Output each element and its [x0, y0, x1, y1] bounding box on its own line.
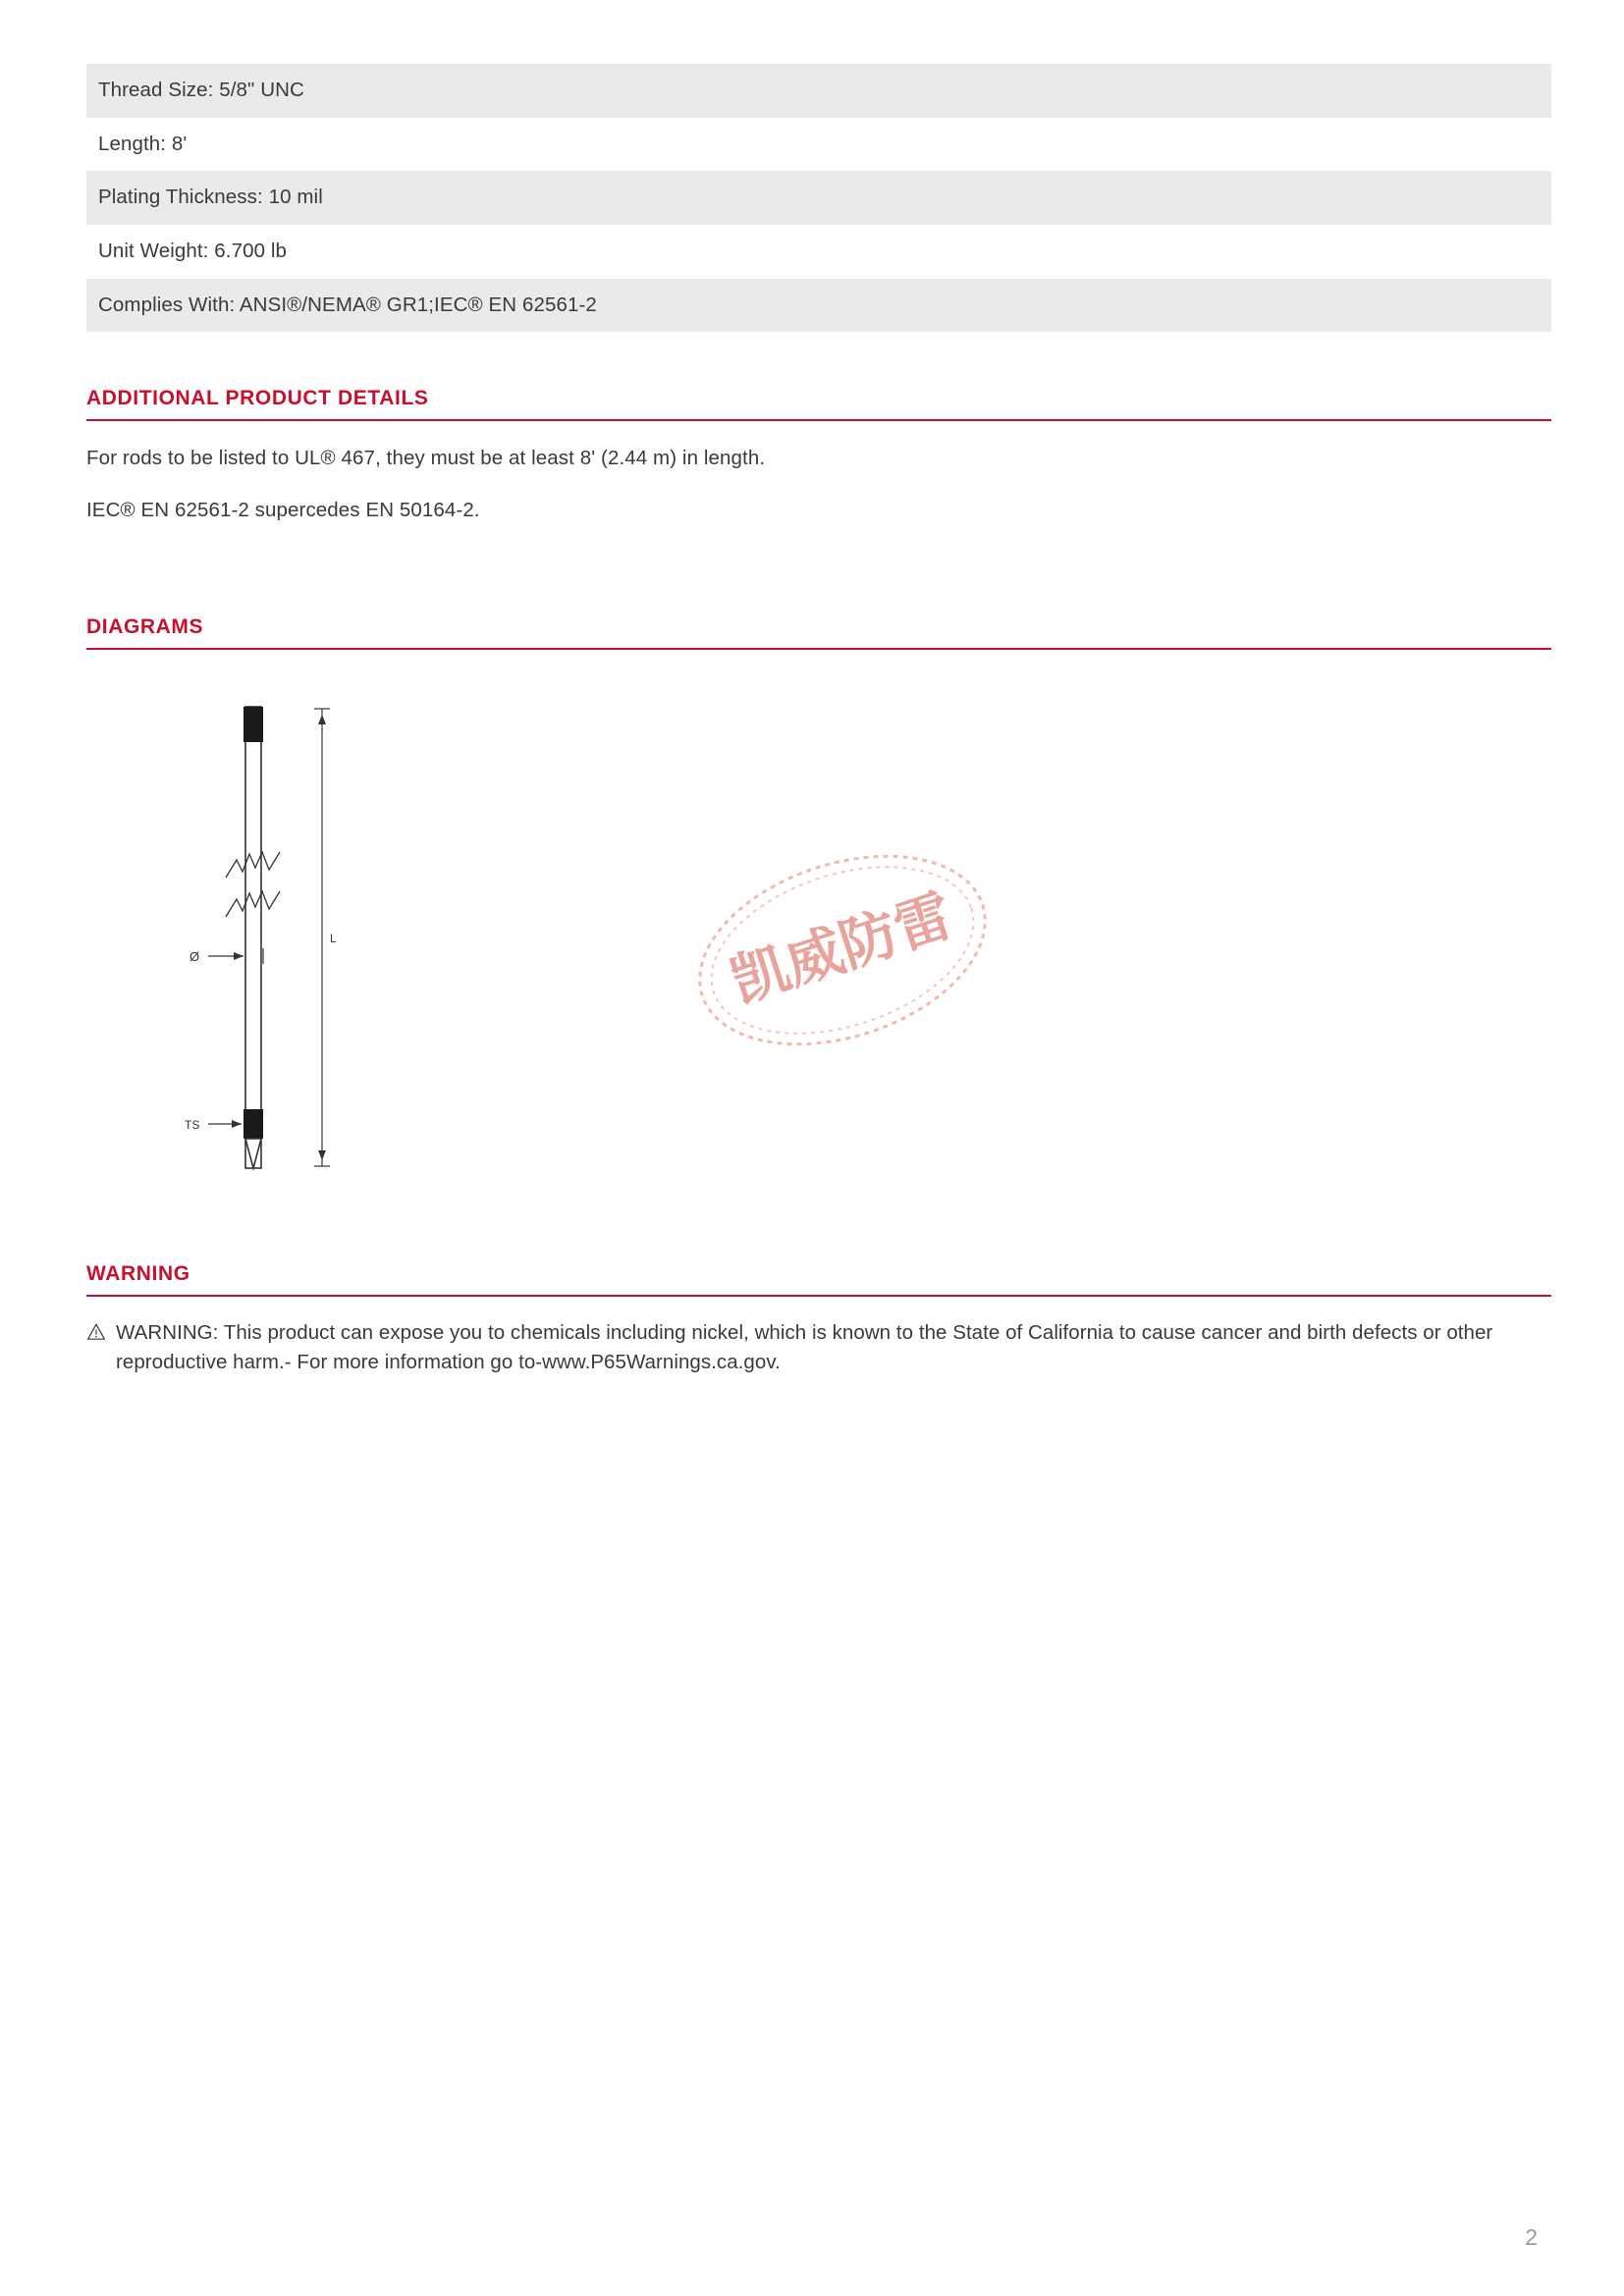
- diagrams-section: [86, 615, 1538, 1255]
- diagram-container: [86, 675, 1551, 1255]
- section-heading-additional-details: ADDITIONAL PRODUCT DETAILS: [86, 387, 1551, 421]
- spec-length: Length: 8': [86, 118, 1551, 172]
- diagram-label-diameter: Ø: [189, 948, 200, 964]
- diagram-label-length: L: [330, 931, 337, 945]
- specifications-table: [86, 64, 1551, 332]
- warning-section: [86, 1262, 1538, 1379]
- table-row: [86, 118, 1551, 172]
- watermark-stamp: [676, 837, 1009, 1063]
- spec-plating-thickness: Plating Thickness: 10 mil: [86, 171, 1551, 225]
- table-row: [86, 64, 1551, 118]
- spec-thread-size: Thread Size: 5/8" UNC: [86, 64, 1551, 118]
- table-row: [86, 225, 1551, 279]
- section-heading-diagrams: DIAGRAMS: [86, 615, 1551, 650]
- additional-details-paragraph-1: For rods to be listed to UL® 467, they must be at least 8' (2.44 m) in length.: [86, 447, 766, 470]
- additional-details-paragraph-2: IEC® EN 62561-2 supercedes EN 50164-2.: [86, 498, 480, 521]
- ground-rod-diagram: [185, 685, 440, 1176]
- additional-product-details-section: [86, 387, 1538, 524]
- table-row: [86, 171, 1551, 225]
- diagram-label-thread-size: TS: [185, 1117, 200, 1132]
- warning-text: WARNING: This product can expose you to chemicals including nickel, which is known to the State of California to cause cancer and birth defects or other reproductive harm.- For more information go to-www.P65Warnings.ca.gov.: [116, 1320, 1493, 1374]
- warning-body: [86, 1318, 1538, 1379]
- table-row: [86, 279, 1551, 333]
- section-heading-warning: WARNING: [86, 1262, 1551, 1297]
- spec-unit-weight: Unit Weight: 6.700 lb: [86, 225, 1551, 279]
- watermark-text: 凯威防雷: [723, 881, 961, 1015]
- page-number: 2: [1525, 2224, 1538, 2250]
- spec-complies-with: Complies With: ANSI®/NEMA® GR1;IEC® EN 62561-2: [86, 279, 1551, 333]
- warning-triangle-icon: [86, 1318, 106, 1379]
